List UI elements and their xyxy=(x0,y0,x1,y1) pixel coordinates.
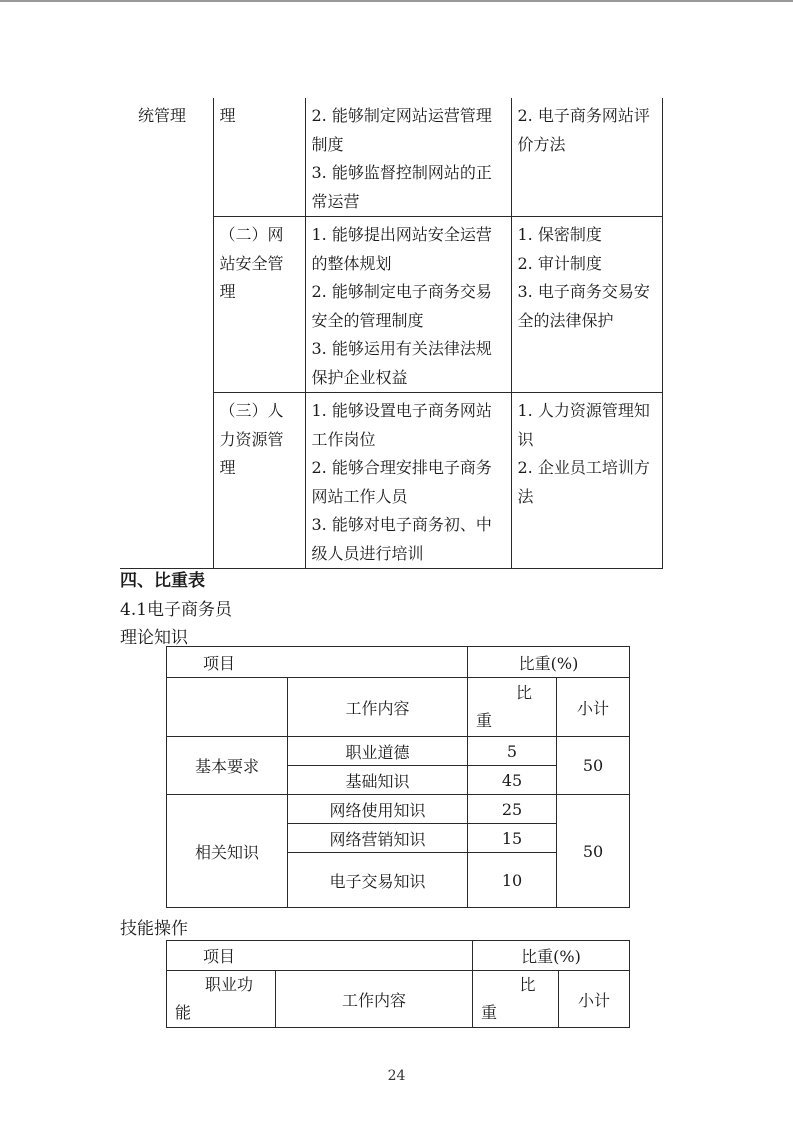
subtotal-cell: 50 xyxy=(557,795,630,908)
skills-cell: 1. 能够设置电子商务网站工作岗位 2. 能够合理安排电子商务网站工作人员 3. 能够对电子商务初、中级人员进行培训 xyxy=(305,393,511,569)
skill-title: 技能操作 xyxy=(120,919,188,939)
content-cell: 网络营销知识 xyxy=(288,824,468,853)
content-cell: 电子交易知识 xyxy=(288,853,468,908)
knowledge-cell: 1. 人力资源管理知识 2. 企业员工培训方法 xyxy=(511,393,662,569)
table-row xyxy=(167,737,630,766)
group-name: 基本要求 xyxy=(167,737,288,795)
page-number: 24 xyxy=(387,1068,406,1084)
content-cell: 网络使用知识 xyxy=(288,795,468,824)
header-item: 项目 xyxy=(167,647,468,678)
header-content: 工作内容 xyxy=(288,678,468,737)
skills-cell: 2. 能够制定网站运营管理制度 3. 能够监督控制网站的正常运营 xyxy=(305,98,511,217)
table-row xyxy=(167,647,630,678)
knowledge-cell: 1. 保密制度 2. 审计制度 3. 电子商务交易安全的法律保护 xyxy=(511,217,662,393)
skill-weight-table xyxy=(166,940,630,1028)
content-cell: 职业道德 xyxy=(288,737,468,766)
subtotal-cell: 50 xyxy=(557,737,630,795)
header-bz: 比 重 xyxy=(473,971,559,1028)
module-cell: 统管理 xyxy=(120,98,213,569)
unit-cell: 理 xyxy=(213,98,305,217)
knowledge-cell: 2. 电子商务网站评价方法 xyxy=(511,98,662,217)
header-weight: 比重(%) xyxy=(473,941,630,971)
table-row xyxy=(167,795,630,824)
skills-cell: 1. 能够提出网站安全运营的整体规划 2. 能够制定电子商务交易安全的管理制度 3. 能够运用有关法律法规保护企业权益 xyxy=(305,217,511,393)
table-row xyxy=(167,678,630,737)
table-row xyxy=(167,971,630,1028)
unit-cell: （三）人力资源管理 xyxy=(213,393,305,569)
header-content: 工作内容 xyxy=(276,971,473,1028)
header-item: 项目 xyxy=(167,941,473,971)
table-row xyxy=(167,941,630,971)
header-subtotal: 小计 xyxy=(559,971,630,1028)
weight-cell: 5 xyxy=(468,737,557,766)
page-top-border xyxy=(0,0,793,2)
header-bz: 比 重 xyxy=(468,678,557,737)
theory-weight-table xyxy=(166,646,630,908)
header-func: 职业功 能 xyxy=(167,971,276,1028)
weight-cell: 45 xyxy=(468,766,557,795)
subsection-heading: 4.1电子商务员 xyxy=(120,600,233,620)
unit-cell: （二）网站安全管理 xyxy=(213,217,305,393)
section-heading: 四、比重表 xyxy=(120,571,205,591)
theory-title: 理论知识 xyxy=(120,628,188,648)
header-blank xyxy=(167,678,288,737)
header-weight: 比重(%) xyxy=(468,647,630,678)
group-name: 相关知识 xyxy=(167,795,288,908)
training-content-table xyxy=(120,98,663,569)
table-row xyxy=(120,98,662,217)
weight-cell: 25 xyxy=(468,795,557,824)
header-subtotal: 小计 xyxy=(557,678,630,737)
weight-cell: 10 xyxy=(468,853,557,908)
weight-cell: 15 xyxy=(468,824,557,853)
content-cell: 基础知识 xyxy=(288,766,468,795)
